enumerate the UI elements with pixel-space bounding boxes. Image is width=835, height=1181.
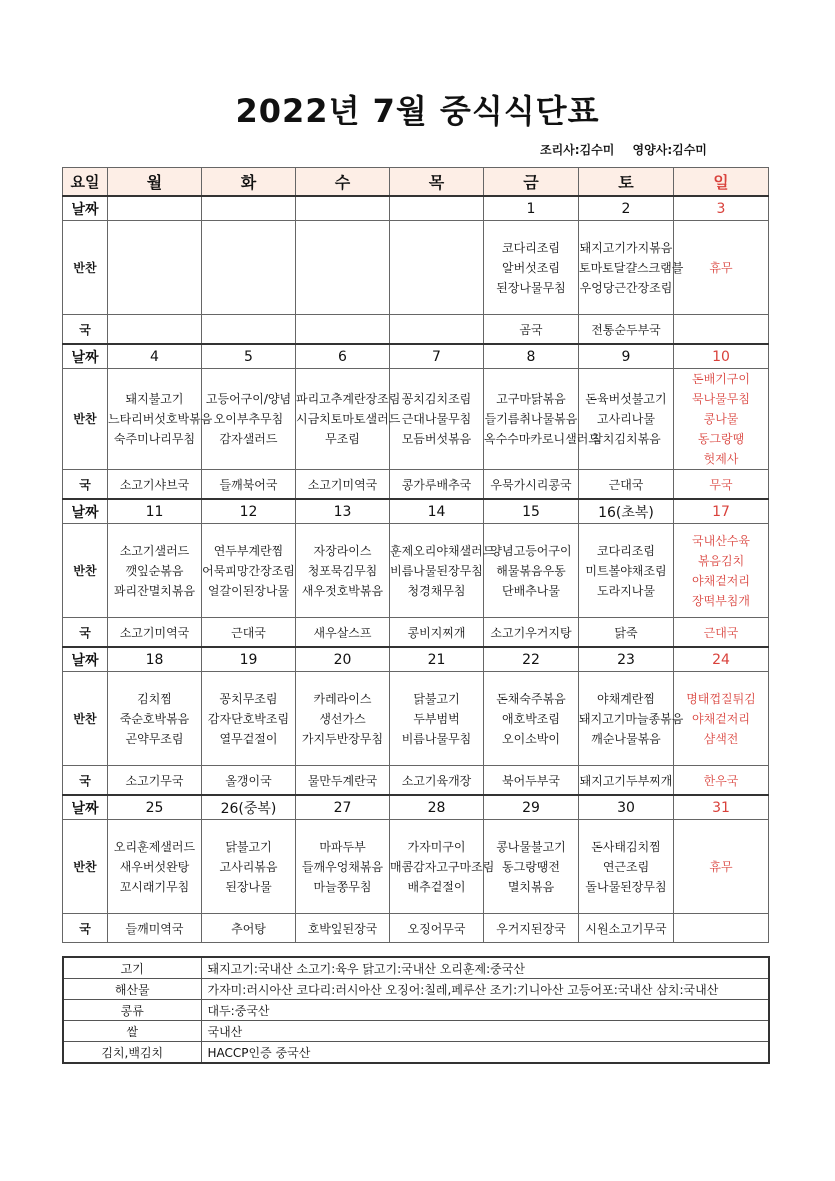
menu-item: 도라지나물 [597, 583, 655, 598]
soup-cell: 새우살스프 [296, 618, 390, 648]
date-cell [202, 196, 296, 221]
menu-item: 카레라이스 [313, 691, 372, 706]
date-cell: 30 [579, 795, 674, 820]
side-dish-cell [390, 221, 484, 315]
soup-cell: 돼지고기두부찌개 [579, 766, 674, 796]
side-dish-cell [484, 221, 579, 315]
date-row [63, 647, 769, 672]
menu-item: 우엉당근간장조림 [579, 280, 673, 295]
menu-item: 오리훈제샐러드 [113, 839, 196, 854]
side-dish-row [63, 221, 769, 315]
soup-cell: 들깨북어국 [202, 470, 296, 500]
side-dish-cell [296, 672, 390, 766]
origin-row [63, 1000, 769, 1021]
date-cell: 17 [674, 499, 769, 524]
date-label: 날짜 [63, 647, 108, 672]
origin-value: 대두:중국산 [201, 1000, 769, 1021]
menu-item: 돼지불고기 [125, 392, 184, 406]
side-dish-cell [579, 820, 674, 914]
date-label: 날짜 [63, 795, 108, 820]
side-dish-label: 반찬 [63, 369, 108, 470]
menu-item: 장떡부침개 [692, 593, 750, 608]
soup-row [63, 470, 769, 500]
side-dish-cell [674, 369, 769, 470]
menu-item: 훈제오리야채샐러드 [390, 543, 495, 558]
menu-item: 연근조림 [602, 859, 650, 874]
staff-line [540, 141, 721, 158]
menu-item: 된장나물 [225, 879, 272, 894]
date-cell: 27 [296, 795, 390, 820]
side-dish-cell [579, 221, 684, 315]
menu-item: 돈채숙주볶음 [496, 691, 566, 706]
date-cell: 15 [484, 499, 579, 524]
menu-item: 가지두반장무침 [301, 731, 384, 746]
date-cell: 10 [674, 344, 769, 369]
cook-name: 조리사:김수미 [540, 143, 615, 157]
menu-item: 감자샐러드 [219, 432, 278, 446]
soup-cell: 곰국 [484, 315, 579, 345]
soup-cell: 근대국 [202, 618, 296, 648]
menu-item: 두부범벅 [413, 711, 460, 726]
origin-row [63, 1042, 769, 1064]
side-dish-label: 반찬 [63, 820, 108, 914]
menu-item: 꽁치김치조림 [401, 392, 472, 406]
date-cell [108, 196, 202, 221]
soup-cell: 소고기무국 [108, 766, 202, 796]
menu-item: 곤약무조림 [125, 731, 184, 746]
menu-item: 코다리조림 [502, 240, 560, 255]
side-dish-cell [484, 820, 579, 914]
side-dish-cell [108, 369, 213, 470]
weekday-sat: 토 [579, 168, 674, 197]
menu-item: 파리고추계란장조림 [296, 392, 401, 406]
menu-item: 자장라이스 [313, 543, 372, 558]
origin-item: 해산물 [63, 979, 201, 1000]
soup-row [63, 914, 769, 943]
soup-cell: 한우국 [674, 766, 769, 796]
menu-item: 돼지고기마늘종볶음 [579, 711, 684, 726]
soup-label: 국 [63, 470, 108, 500]
soup-cell: 추어탕 [202, 914, 296, 943]
date-cell: 9 [579, 344, 674, 369]
menu-item: 비름나물무침 [401, 731, 472, 746]
menu-item: 야채겉저리 [692, 711, 750, 726]
date-cell: 31 [674, 795, 769, 820]
soup-cell [674, 315, 769, 345]
menu-item: 샴색전 [703, 731, 739, 746]
menu-item: 열무겉절이 [219, 731, 278, 746]
soup-cell: 우묵가시리콩국 [484, 470, 579, 500]
date-cell: 25 [108, 795, 202, 820]
soup-cell: 호박잎된장국 [296, 914, 390, 943]
soup-cell: 소고기육개장 [390, 766, 484, 796]
date-cell [296, 196, 390, 221]
soup-cell [202, 315, 296, 345]
side-dish-cell [108, 672, 202, 766]
menu-item: 콩나물불고기 [496, 839, 566, 854]
date-cell: 12 [202, 499, 296, 524]
side-dish-cell [202, 672, 296, 766]
weekday-sun: 일 [674, 168, 769, 197]
origin-value: 돼지고기:국내산 소고기:육우 닭고기:국내산 오리훈제:중국산 [201, 957, 769, 979]
side-dish-cell [296, 369, 401, 470]
menu-item: 얼갈이된장나물 [207, 583, 290, 598]
side-dish-cell [484, 672, 579, 766]
date-cell: 20 [296, 647, 390, 672]
menu-item: 청포묵김무침 [307, 563, 378, 578]
menu-item: 헛제사 [703, 452, 739, 466]
menu-item: 애호박조림 [502, 711, 560, 726]
menu-item: 국내산수육 [692, 533, 750, 548]
date-cell: 2 [579, 196, 674, 221]
soup-cell [674, 914, 769, 943]
menu-item: 매콤감자고구마조림 [390, 859, 495, 874]
soup-label: 국 [63, 914, 108, 943]
date-cell: 3 [674, 196, 769, 221]
date-row [63, 795, 769, 820]
side-dish-cell [296, 221, 390, 315]
weekday-wed: 수 [296, 168, 390, 197]
menu-item: 고등어구이/양념 [205, 392, 292, 406]
side-dish-cell [202, 524, 296, 618]
side-dish-cell [202, 369, 296, 470]
side-dish-cell [674, 221, 769, 315]
date-cell: 28 [390, 795, 484, 820]
soup-label: 국 [63, 618, 108, 648]
soup-cell: 소고기미역국 [108, 618, 202, 648]
menu-item: 단배추나물 [502, 583, 560, 598]
soup-cell [296, 315, 390, 345]
menu-item: 콩나물 [703, 412, 739, 426]
weekday-fri: 금 [484, 168, 579, 197]
date-cell: 4 [108, 344, 202, 369]
nutritionist-name: 영양사:김수미 [632, 143, 707, 157]
soup-cell: 근대국 [674, 618, 769, 648]
menu-item: 마늘쫑무침 [313, 879, 372, 894]
side-dish-row [63, 672, 769, 766]
menu-item: 비름나물된장무침 [390, 563, 483, 578]
menu-item: 깻잎순볶음 [125, 563, 184, 578]
side-dish-cell [579, 672, 684, 766]
date-cell: 24 [674, 647, 769, 672]
date-label: 날짜 [63, 196, 108, 221]
page-title: 2022년 7월 중식식단표 [235, 92, 600, 130]
menu-item: 오이부추무침 [213, 412, 284, 426]
side-dish-cell [108, 524, 202, 618]
side-dish-cell [390, 369, 484, 470]
date-cell: 8 [484, 344, 579, 369]
date-cell: 1 [484, 196, 579, 221]
date-label: 날짜 [63, 499, 108, 524]
menu-item: 미트볼야채조림 [585, 563, 667, 578]
soup-cell: 소고기샤브국 [108, 470, 202, 500]
menu-item: 고구마닭볶음 [496, 392, 566, 406]
date-cell: 11 [108, 499, 202, 524]
date-cell: 7 [390, 344, 484, 369]
date-cell: 19 [202, 647, 296, 672]
menu-item: 야채겉저리 [692, 573, 750, 588]
menu-item: 고사리나물 [597, 412, 655, 426]
menu-item: 꼬시래기무침 [119, 879, 190, 894]
menu-item: 배추겉절이 [407, 879, 466, 894]
soup-label: 국 [63, 315, 108, 345]
menu-item: 시금치토마토샐러드 [296, 412, 401, 426]
menu-item: 멸치볶음 [507, 879, 555, 894]
side-dish-cell [390, 524, 495, 618]
date-cell: 21 [390, 647, 484, 672]
date-cell: 29 [484, 795, 579, 820]
menu-item: 꽈리잔멸치볶음 [113, 583, 196, 598]
menu-item: 무조림 [325, 432, 360, 446]
date-row [63, 196, 769, 221]
menu-item: 동그랑땡 [697, 432, 745, 446]
side-dish-cell [296, 524, 390, 618]
menu-item: 동그랑땡전 [502, 859, 560, 874]
menu-item: 휴무 [709, 859, 733, 874]
menu-item: 오이소박이 [502, 731, 560, 746]
menu-item: 돈사태김치찜 [591, 839, 661, 854]
menu-item: 알버섯조림 [502, 260, 560, 275]
date-label: 날짜 [63, 344, 108, 369]
menu-item: 묵나물무침 [692, 392, 750, 406]
soup-cell: 오징어무국 [390, 914, 484, 943]
menu-item: 모듬버섯볶음 [401, 432, 472, 446]
origin-value: 가자미:러시아산 코다리:러시아산 오징어:칠레,페루산 조기:기니아산 고등어포:국내산 삼치:국내산 [201, 979, 769, 1000]
side-dish-label: 반찬 [63, 221, 108, 315]
menu-item: 양념고등어구이 [490, 543, 572, 558]
menu-item: 코다리조림 [597, 543, 655, 558]
origin-value: HACCP인증 중국산 [201, 1042, 769, 1064]
origin-row [63, 979, 769, 1000]
date-row [63, 344, 769, 369]
menu-item: 숙주미나리무침 [113, 432, 196, 446]
side-dish-cell [108, 820, 202, 914]
side-dish-cell [390, 672, 484, 766]
date-cell: 14 [390, 499, 484, 524]
menu-item: 꽁치무조림 [219, 691, 278, 706]
menu-item: 야채계란찜 [597, 691, 655, 706]
weekday-thu: 목 [390, 168, 484, 197]
menu-item: 근대나물무침 [401, 412, 472, 426]
weekday-label: 요일 [63, 168, 108, 197]
menu-item: 볶음김치 [697, 553, 745, 568]
menu-item: 깨순나물볶음 [591, 731, 661, 746]
soup-cell: 소고기우거지탕 [484, 618, 579, 648]
menu-item: 휴무 [709, 260, 733, 275]
menu-item: 마파두부 [319, 839, 366, 854]
soup-cell: 콩비지찌개 [390, 618, 484, 648]
menu-item: 감자단호박조림 [207, 711, 290, 726]
side-dish-label: 반찬 [63, 524, 108, 618]
menu-item: 명태껍질튀김 [686, 691, 756, 706]
menu-item: 된장나물무침 [496, 280, 566, 295]
soup-row [63, 315, 769, 345]
menu-item: 느타리버섯호박볶음 [108, 412, 213, 426]
origin-table [62, 956, 770, 1064]
date-cell: 26(중복) [202, 795, 296, 820]
menu-item: 돼지고기가지볶음 [579, 240, 673, 255]
soup-cell: 물만두계란국 [296, 766, 390, 796]
origin-row [63, 1021, 769, 1042]
date-cell [390, 196, 484, 221]
soup-cell: 북어두부국 [484, 766, 579, 796]
side-dish-cell [390, 820, 495, 914]
soup-cell: 시원소고기무국 [579, 914, 674, 943]
menu-item: 돈육버섯불고기 [585, 392, 667, 406]
side-dish-cell [296, 820, 390, 914]
date-cell: 23 [579, 647, 674, 672]
side-dish-cell [108, 221, 202, 315]
origin-item: 쌀 [63, 1021, 201, 1042]
menu-item: 돌나물된장무침 [585, 879, 667, 894]
soup-cell: 콩가루배추국 [390, 470, 484, 500]
menu-item: 가자미구이 [407, 839, 466, 854]
menu-item: 새우젓호박볶음 [301, 583, 384, 598]
date-row [63, 499, 769, 524]
weekday-tue: 화 [202, 168, 296, 197]
menu-table [62, 167, 769, 943]
side-dish-cell [674, 524, 769, 618]
menu-item: 새우버섯완탕 [119, 859, 190, 874]
side-dish-cell [484, 369, 600, 470]
menu-item: 고사리볶음 [219, 859, 278, 874]
side-dish-cell [579, 369, 674, 470]
soup-label: 국 [63, 766, 108, 796]
weekday-mon: 월 [108, 168, 202, 197]
menu-item: 생선가스 [319, 711, 366, 726]
menu-item: 옥수수마카로니샐러드 [484, 432, 600, 446]
menu-item: 죽순호박볶음 [119, 711, 190, 726]
menu-item: 어묵피망간장조림 [202, 563, 295, 578]
origin-item: 김치,백김치 [63, 1042, 201, 1064]
date-cell: 13 [296, 499, 390, 524]
side-dish-row [63, 369, 769, 470]
soup-row [63, 766, 769, 796]
soup-cell: 우거지된장국 [484, 914, 579, 943]
weekday-header-row [63, 168, 769, 197]
side-dish-label: 반찬 [63, 672, 108, 766]
menu-item: 토마토달걀스크램블 [579, 260, 684, 275]
side-dish-cell [484, 524, 579, 618]
date-cell: 5 [202, 344, 296, 369]
soup-cell: 전통순두부국 [579, 315, 674, 345]
menu-item: 돈배기구이 [692, 372, 750, 386]
origin-item: 고기 [63, 957, 201, 979]
side-dish-row [63, 820, 769, 914]
soup-cell [390, 315, 484, 345]
menu-item: 소고기샐러드 [119, 543, 190, 558]
menu-item: 연두부계란찜 [213, 543, 284, 558]
menu-item: 들깨우엉채볶음 [301, 859, 384, 874]
date-cell: 6 [296, 344, 390, 369]
date-cell: 22 [484, 647, 579, 672]
soup-cell: 들깨미역국 [108, 914, 202, 943]
menu-item: 김치찜 [137, 691, 172, 706]
menu-item: 청경채무침 [407, 583, 466, 598]
origin-row [63, 957, 769, 979]
date-cell: 16(초복) [579, 499, 674, 524]
soup-cell: 무국 [674, 470, 769, 500]
origin-value: 국내산 [201, 1021, 769, 1042]
date-cell: 18 [108, 647, 202, 672]
menu-item: 닭불고기 [413, 691, 460, 706]
side-dish-row [63, 524, 769, 618]
menu-item: 참치김치볶음 [591, 432, 661, 446]
menu-item: 닭불고기 [225, 839, 272, 854]
side-dish-cell [202, 820, 296, 914]
side-dish-cell [202, 221, 296, 315]
side-dish-cell [674, 672, 769, 766]
origin-item: 콩류 [63, 1000, 201, 1021]
soup-cell: 닭죽 [579, 618, 674, 648]
soup-cell: 올갱이국 [202, 766, 296, 796]
soup-cell: 근대국 [579, 470, 674, 500]
soup-row [63, 618, 769, 648]
menu-item: 들기름취나물볶음 [484, 412, 578, 426]
menu-item: 해물볶음우동 [496, 563, 566, 578]
soup-cell [108, 315, 202, 345]
soup-cell: 소고기미역국 [296, 470, 390, 500]
side-dish-cell [579, 524, 674, 618]
side-dish-cell [674, 820, 769, 914]
